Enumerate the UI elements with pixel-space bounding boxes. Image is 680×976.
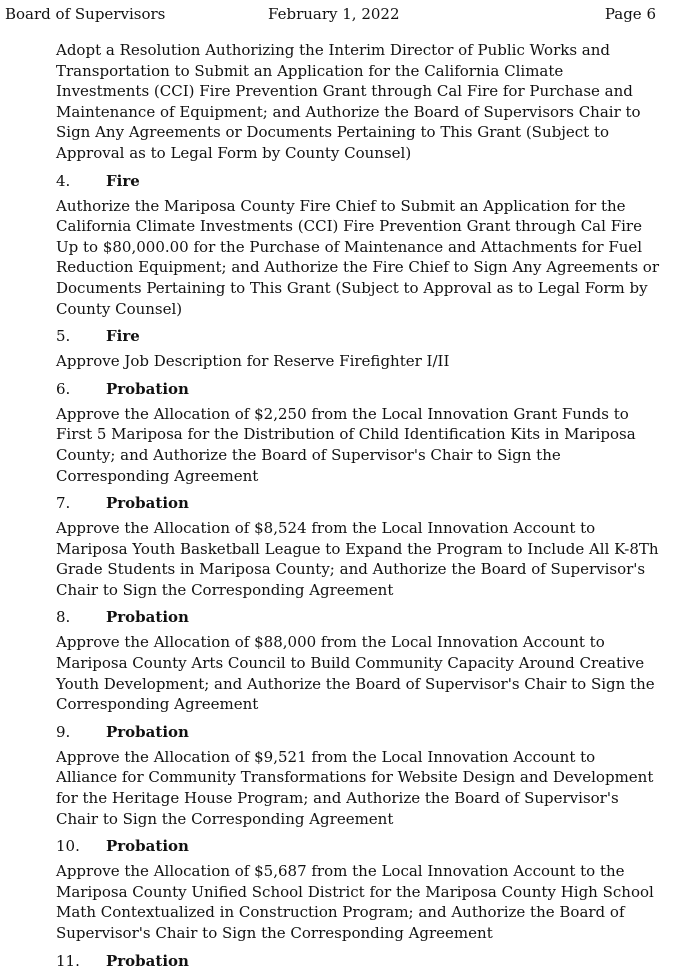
item-department: Probation (106, 494, 189, 513)
item-department: Probation (106, 837, 189, 856)
item-department: Probation (106, 951, 189, 970)
agenda-item-5-heading (56, 326, 660, 346)
header-board-name: Board of Supervisors (5, 5, 166, 23)
item-number: 11. (56, 951, 80, 970)
agenda-item-8-heading (56, 607, 660, 627)
agenda-item-10-text: Approve the Allocation of $5,687 from the Local Innovation Account to the Mariposa County Unified School District for the Mariposa County High School Math Contextualized in Construction Program; and Authorize the Board of Supervisor's Chair to Sign the Corresponding Agreement (56, 862, 654, 942)
agenda-item-7-text: Approve the Allocation of $8,524 from the Local Innovation Account to Mariposa Youth Basketball League to Expand the Program to Include All K-8Th Grade Students in Mariposa County; and Authorize the Board of Supervisor's Chair to Sign the Corresponding Agreement (56, 519, 659, 599)
agenda-item-11-heading (56, 951, 660, 971)
agenda-item-8-text: Approve the Allocation of $88,000 from the Local Innovation Account to Mariposa County Arts Council to Build Community Capacity Around Creative Youth Development; and Authorize the Board of Supervisor's Chair to Sign the Corresponding Agreement (56, 633, 655, 714)
item-number: 7. (56, 494, 71, 513)
item-number: 9. (56, 722, 71, 741)
item-department: Probation (106, 722, 189, 741)
page-header (0, 4, 680, 24)
agenda-item-4-text: Authorize the Mariposa County Fire Chief to Submit an Application for the California Climate Investments (CCI) Fire Prevention Grant through Cal Fire Up to $80,000.00 for the Purchase of Maintenance and Attachments for Fuel Reduction Equipment; and Authorize the Fire Chief to Sign Any Agreements or Documents Pertaining to This Grant (Subject to Approval as to Legal Form by County Counsel) (56, 196, 660, 318)
agenda-item-10-heading (56, 836, 660, 856)
item-number: 6. (56, 379, 71, 398)
header-page-number: Page 6 (604, 5, 656, 23)
item-department: Probation (106, 608, 189, 627)
item-number: 5. (56, 327, 71, 346)
agenda-item-7-heading (56, 493, 660, 513)
agenda-item-4-heading (56, 171, 660, 191)
item-number: 10. (56, 837, 80, 856)
item-department: Fire (106, 171, 140, 190)
item-number: 4. (56, 171, 71, 190)
item-department: Fire (106, 327, 140, 346)
agenda-item-6-heading (56, 379, 660, 399)
agenda-item-9-heading (56, 722, 660, 742)
agenda-item-5-text: Approve Job Description for Reserve Firefighter I/II (56, 352, 450, 371)
item-department: Probation (106, 379, 189, 398)
item-number: 8. (56, 608, 71, 627)
intro-paragraph: Adopt a Resolution Authorizing the Interim Director of Public Works and Transportation to Submit an Application for the California Climate Investments (CCI) Fire Prevention Grant through Cal Fire for Purchase and Maintenance of Equipment; and Authorize the Board of Supervisors Chair to Sign Any Agreements or Documents Pertaining to This Grant (Subject to Approval as to Legal Form by County Counsel) (56, 41, 641, 162)
agenda-item-6-text: Approve the Allocation of $2,250 from the Local Innovation Grant Funds to First 5 Mariposa for the Distribution of Child Identification Kits in Mariposa County; and Authorize the Board of Supervisor's Chair to Sign the Corresponding Agreement (56, 404, 636, 485)
agenda-item-9-text: Approve the Allocation of $9,521 from the Local Innovation Account to Alliance for Community Transformations for Website Design and Development for the Heritage House Program; and Authorize the Board of Supervisor's Chair to Sign the Corresponding Agreement (56, 747, 654, 828)
agenda-content (56, 40, 660, 976)
header-date: February 1, 2022 (268, 5, 400, 23)
